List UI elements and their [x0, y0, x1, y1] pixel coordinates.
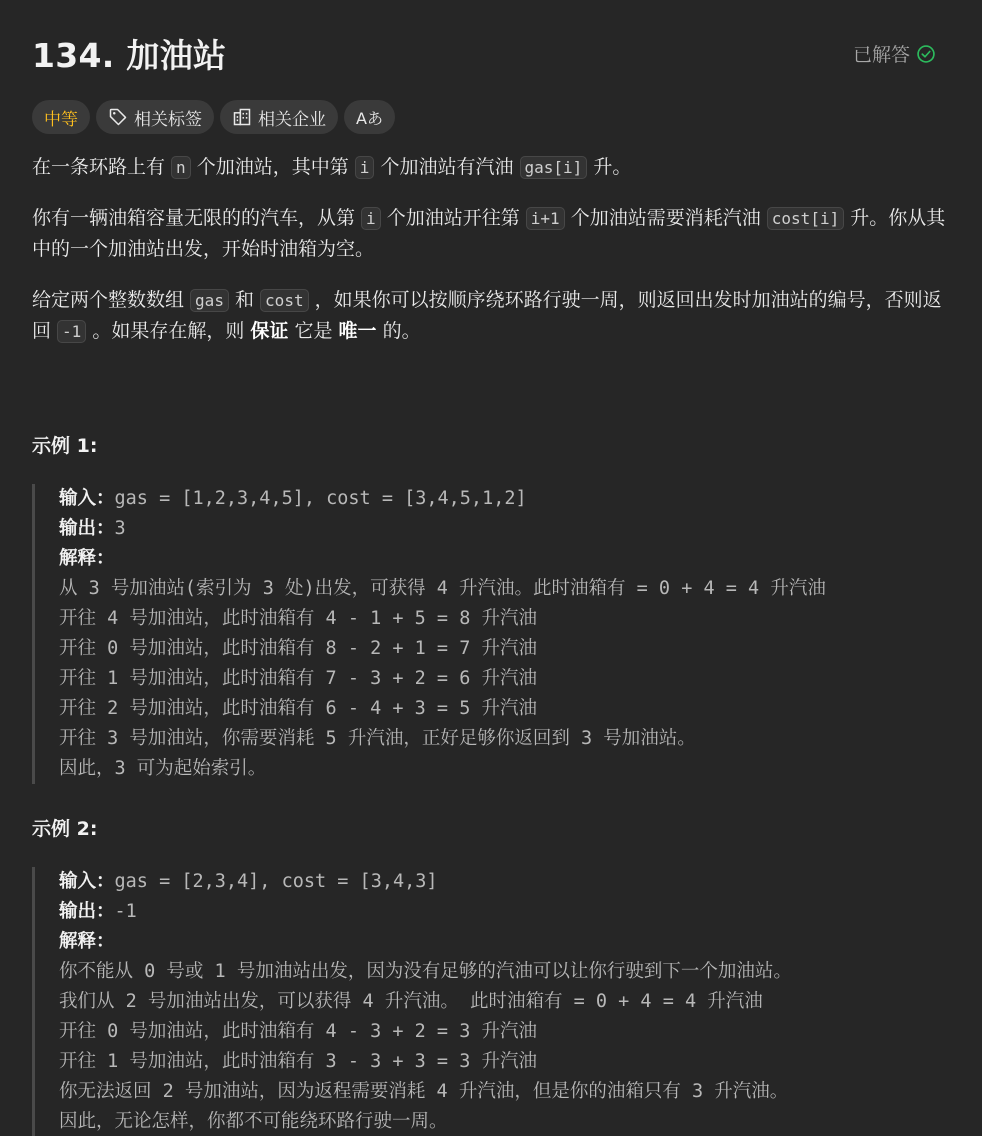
- example-1-explanation-line: 开往 0 号加油站，此时油箱有 8 - 2 + 1 = 7 升汽油: [59, 638, 537, 659]
- example-1-explanation-line: 开往 1 号加油站，此时油箱有 7 - 3 + 2 = 6 升汽油: [59, 668, 537, 689]
- example-2-explanation-line: 开往 0 号加油站，此时油箱有 4 - 3 + 2 = 3 升汽油: [59, 1021, 537, 1042]
- example-2-title: 示例 2:: [32, 818, 98, 840]
- solved-label: 已解答: [852, 44, 910, 66]
- example-1-output-line: 输出：3: [59, 518, 126, 539]
- example-2-explanation-line: 你无法返回 2 号加油站，因为返程需要消耗 4 升汽油，但是你的油箱只有 3 升汽油。: [59, 1081, 789, 1102]
- inline-code: n: [171, 156, 191, 179]
- example-1-explain-label: 解释：: [59, 548, 115, 569]
- inline-code: gas: [190, 289, 229, 312]
- statement-paragraph-2: 你有一辆油箱容量无限的的汽车，从第 i 个加油站开往第 i+1 个加油站需要消耗汽油 cost[i] 升。你从其中的一个加油站出发，开始时油箱为空。: [32, 207, 946, 260]
- example-1-explanation-line: 开往 4 号加油站，此时油箱有 4 - 1 + 5 = 8 升汽油: [59, 608, 537, 629]
- related-companies-label: 相关企业: [258, 109, 326, 130]
- tag-row: [32, 100, 950, 134]
- tag-icon: [108, 107, 128, 127]
- example-2-block: [32, 867, 950, 1136]
- related-tags-label: 相关标签: [134, 109, 202, 130]
- related-tags-button[interactable]: [96, 100, 214, 134]
- inline-code: i: [361, 207, 381, 230]
- example-2-explanation-line: 因此，无论怎样，你都不可能绕环路行驶一周。: [59, 1111, 448, 1132]
- solved-status: [853, 40, 936, 67]
- translate-button[interactable]: [344, 100, 395, 134]
- example-2-explanation-line: 我们从 2 号加油站出发，可以获得 4 升汽油。 此时油箱有 = 0 + 4 = 4 升汽油: [59, 991, 763, 1012]
- inline-code: gas[i]: [520, 156, 588, 179]
- example-1-explanation-line: 因此，3 可为起始索引。: [59, 758, 267, 779]
- translate-icon: Aあ: [356, 108, 383, 128]
- problem-header: [32, 0, 950, 96]
- example-2-input-line: 输入：gas = [2,3,4], cost = [3,4,3]: [59, 871, 438, 892]
- statement-paragraph-1: 在一条环路上有 n 个加油站，其中第 i 个加油站有汽油 gas[i] 升。: [32, 156, 632, 178]
- building-icon: [232, 107, 252, 127]
- bold-text: 保证: [250, 320, 289, 342]
- difficulty-label: 中等: [44, 109, 78, 130]
- inline-code: -1: [57, 320, 86, 343]
- example-2-explanation-line: 开往 1 号加油站，此时油箱有 3 - 3 + 3 = 3 升汽油: [59, 1051, 537, 1072]
- example-1-explanation-line: 从 3 号加油站(索引为 3 处)出发，可获得 4 升汽油。此时油箱有 = 0 + 4 = 4 升汽油: [59, 578, 826, 599]
- example-1-block: [32, 484, 950, 784]
- inline-code: cost[i]: [767, 207, 844, 230]
- statement-paragraph-3: 给定两个整数数组 gas 和 cost ，如果你可以按顺序绕环路行驶一周，则返回出发时加油站的编号，否则返回 -1 。如果存在解，则 保证 它是 唯一 的。: [32, 289, 942, 342]
- inline-code: i+1: [526, 207, 565, 230]
- related-companies-button[interactable]: [220, 100, 338, 134]
- problem-statement: [32, 152, 950, 347]
- example-2-explanation-line: 你不能从 0 号或 1 号加油站出发，因为没有足够的汽油可以让你行驶到下一个加油站。: [59, 961, 792, 982]
- problem-title[interactable]: 134. 加油站: [32, 36, 227, 75]
- inline-code: i: [355, 156, 375, 179]
- example-1-explanation-line: 开往 3 号加油站，你需要消耗 5 升汽油，正好足够你返回到 3 号加油站。: [59, 728, 696, 749]
- example-1-explanation-line: 开往 2 号加油站，此时油箱有 6 - 4 + 3 = 5 升汽油: [59, 698, 537, 719]
- example-2-explain-label: 解释：: [59, 931, 115, 952]
- check-circle-icon: [916, 44, 936, 64]
- bold-text: 唯一: [338, 320, 377, 342]
- inline-code: cost: [260, 289, 309, 312]
- example-2-output-line: 输出：-1: [59, 901, 137, 922]
- example-1-title: 示例 1:: [32, 435, 98, 457]
- example-1-input-line: 输入：gas = [1,2,3,4,5], cost = [3,4,5,1,2]: [59, 488, 527, 509]
- difficulty-badge[interactable]: [32, 100, 90, 134]
